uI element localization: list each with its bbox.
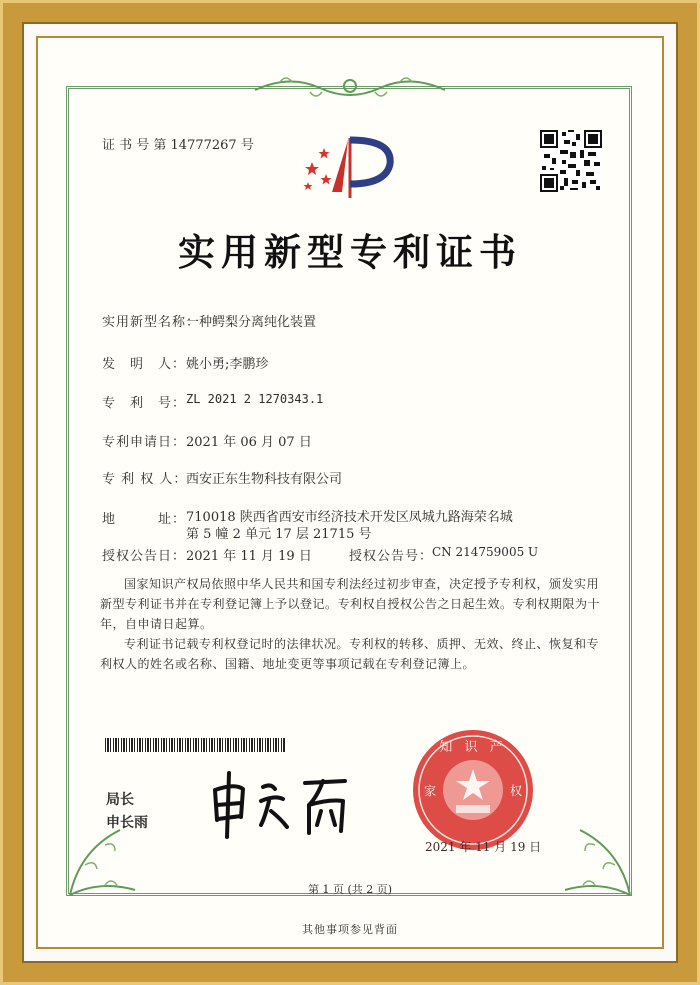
grant-date-value: 2021 年 11 月 19 日 [186, 549, 312, 564]
seal-date: 2021 年 11 月 19 日 [425, 840, 542, 854]
grant-number-value: CN 214759005 U [432, 545, 539, 559]
certificate-number: 证 书 号 第 14777267 号 [102, 138, 254, 153]
patent-number-label: 专 利 号： [102, 396, 187, 411]
footer-note: 其他事项参见背面 [302, 923, 398, 936]
patent-holder-label: 专 利 权 人： [102, 472, 188, 487]
filing-date-value: 2021 年 06 月 07 日 [186, 435, 312, 450]
name-label: 实用新型名称： [102, 315, 201, 330]
address-label: 地 址： [102, 512, 187, 527]
inventor-label: 发 明 人： [102, 357, 187, 372]
patent-logo-icon [298, 132, 398, 204]
barcode-icon [105, 738, 285, 752]
top-vine-ornament [250, 72, 450, 100]
certificate-title: 实用新型专利证书 [178, 231, 522, 274]
director-name: 申长雨 [106, 815, 148, 831]
official-seal-icon [408, 725, 538, 855]
grant-date-label: 授权公告日： [102, 549, 187, 564]
svg-text:知 识 产: 知 识 产 [439, 740, 507, 755]
grant-paragraph: 国家知识产权局依照中华人民共和国专利法经过初步审查，决定授予专利权，颁发实用新型专利证书并在专利登记簿上予以登记。专利权自授权公告之日起生效。专利权期限为十年，自申请日起算。 [100, 577, 601, 631]
address-line-1: 710018 陕西省西安市经济技术开发区凤城九路海荣名城 [186, 510, 513, 525]
patent-holder-value: 西安正东生物科技有限公司 [186, 472, 343, 487]
page-indicator: 第 1 页 (共 2 页) [307, 883, 393, 896]
patent-number-value: ZL 2021 2 1270343.1 [186, 392, 324, 406]
svg-text:权: 权 [509, 784, 523, 798]
svg-text:家: 家 [423, 784, 437, 798]
filing-date-label: 专利申请日： [102, 435, 187, 450]
legal-status-paragraph: 专利证书记载专利权登记时的法律状况。专利权的转移、质押、无效、终止、恢复和专利权人的姓名或名称、国籍、地址变更等事项记载在专利登记簿上。 [100, 637, 600, 671]
address-line-2: 第 5 幢 2 单元 17 层 21715 号 [186, 527, 372, 542]
signature-icon [205, 765, 355, 840]
inventor-value: 姚小勇;李鹏珍 [186, 357, 269, 372]
qr-code-icon [540, 130, 602, 192]
director-title: 局长 [106, 792, 134, 808]
grant-number-label: 授权公告号： [349, 549, 434, 564]
name-value: 一种鳄梨分离纯化装置 [186, 315, 317, 330]
